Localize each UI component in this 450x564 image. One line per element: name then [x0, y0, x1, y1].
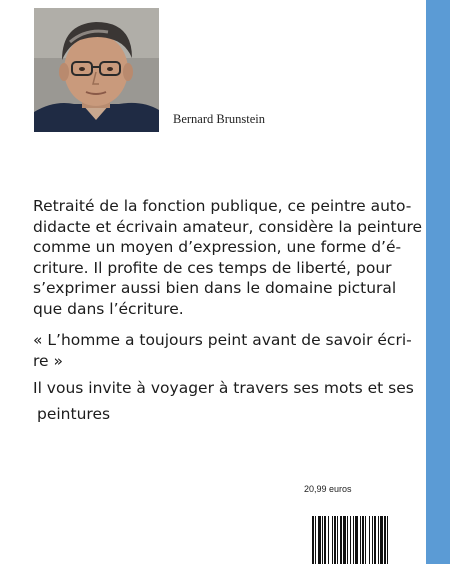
barcode-bar — [369, 516, 370, 564]
barcode-icon — [310, 512, 422, 564]
author-portrait-icon — [34, 8, 159, 132]
author-bio — [33, 196, 423, 320]
barcode-bar — [362, 516, 364, 564]
quote-line: « L’homme a toujours peint avant de savoir écri- — [33, 331, 412, 349]
barcode-bar — [328, 516, 329, 564]
barcode-bar — [360, 516, 361, 564]
bio-line: comme un moyen d’expression, une forme d’é- — [33, 238, 402, 257]
barcode-bar — [380, 516, 383, 564]
barcode-bar — [332, 516, 333, 564]
barcode-bar — [347, 516, 348, 564]
invite-line: peintures — [37, 405, 111, 423]
barcode-bar — [318, 516, 321, 564]
author-photo — [34, 8, 159, 132]
barcode-bar — [343, 516, 346, 564]
barcode-graphic — [310, 512, 422, 564]
barcode-bar — [340, 516, 342, 564]
barcode-bar — [312, 516, 314, 564]
barcode-bar — [322, 516, 323, 564]
bio-line: criture. Il profite de ces temps de liberté, pour — [33, 258, 392, 277]
barcode-bar — [378, 516, 379, 564]
quote-line: re » — [33, 351, 63, 370]
barcode-bar — [324, 516, 326, 564]
barcode-bar — [387, 516, 388, 564]
barcode-bar — [384, 516, 386, 564]
barcode-bar — [374, 516, 376, 564]
barcode-bar — [353, 516, 354, 564]
barcode-bar — [350, 516, 351, 564]
barcode-bar — [334, 516, 336, 564]
barcode-bar — [372, 516, 373, 564]
bio-line: s’exprimer aussi bien dans le domaine pictural — [33, 279, 397, 298]
barcode-bar — [315, 516, 316, 564]
barcode-bar — [355, 516, 358, 564]
bio-line: Retraité de la fonction publique, ce peintre auto- — [33, 197, 412, 215]
barcode-bar — [365, 516, 366, 564]
invite-line: Il vous invite à voyager à travers ses mots et ses — [33, 379, 414, 397]
bio-line: didacte et écrivain amateur, considère la peinture — [33, 217, 423, 236]
barcode-bar — [337, 516, 338, 564]
price-label: 20,99 euros — [304, 484, 352, 494]
invitation-text — [33, 375, 418, 427]
cover-edge-strip — [426, 0, 450, 564]
author-name: Bernard Brunstein — [173, 112, 265, 126]
bio-line: que dans l’écriture. — [33, 299, 184, 318]
author-quote — [33, 330, 418, 371]
